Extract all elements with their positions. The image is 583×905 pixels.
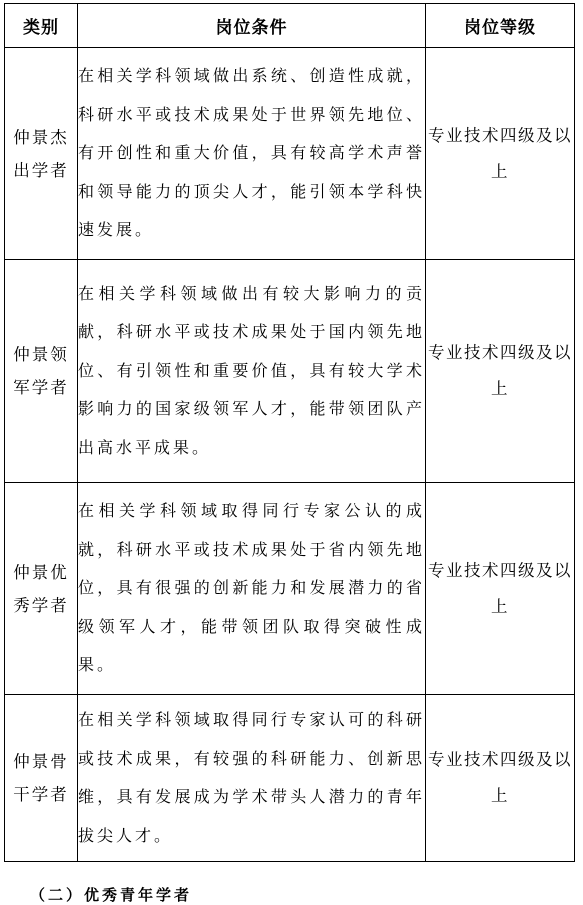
- conditions-cell: 在相关学科领域做出系统、创造性成就，科研水平或技术成果处于世界领先地位、有开创性和重大价值，具有较高学术声誉和领导能力的顶尖人才，能引领本学科快速发展。: [78, 48, 426, 260]
- table-row: [5, 48, 575, 260]
- table-row: [5, 260, 575, 483]
- header-grade: 岗位等级: [426, 4, 575, 48]
- grade-cell: 专业技术四级及以上: [426, 483, 575, 695]
- grade-cell: 专业技术四级及以上: [426, 260, 575, 483]
- conditions-cell: 在相关学科领域取得同行专家认可的科研或技术成果，有较强的科研能力、创新思维，具有发展成为学术带头人潜力的青年拔尖人才。: [78, 695, 426, 862]
- grade-cell: 专业技术四级及以上: [426, 695, 575, 862]
- header-category: 类别: [5, 4, 78, 48]
- table-header-row: [5, 4, 575, 48]
- conditions-cell: 在相关学科领域取得同行专家公认的成就，科研水平或技术成果处于省内领先地位，具有很强的创新能力和发展潜力的省级领军人才，能带领团队取得突破性成果。: [78, 483, 426, 695]
- category-cell: 仲景骨干学者: [5, 695, 78, 862]
- category-cell: 仲景杰出学者: [5, 48, 78, 260]
- table-row: [5, 695, 575, 862]
- grade-cell: 专业技术四级及以上: [426, 48, 575, 260]
- table-row: [5, 483, 575, 695]
- position-table: [4, 3, 575, 862]
- category-cell: 仲景优秀学者: [5, 483, 78, 695]
- header-conditions: 岗位条件: [78, 4, 426, 48]
- section-heading: （二）优秀青年学者: [30, 886, 193, 904]
- category-cell: 仲景领军学者: [5, 260, 78, 483]
- conditions-cell: 在相关学科领域做出有较大影响力的贡献，科研水平或技术成果处于国内领先地位、有引领性和重要价值，具有较大学术影响力的国家级领军人才，能带领团队产出高水平成果。: [78, 260, 426, 483]
